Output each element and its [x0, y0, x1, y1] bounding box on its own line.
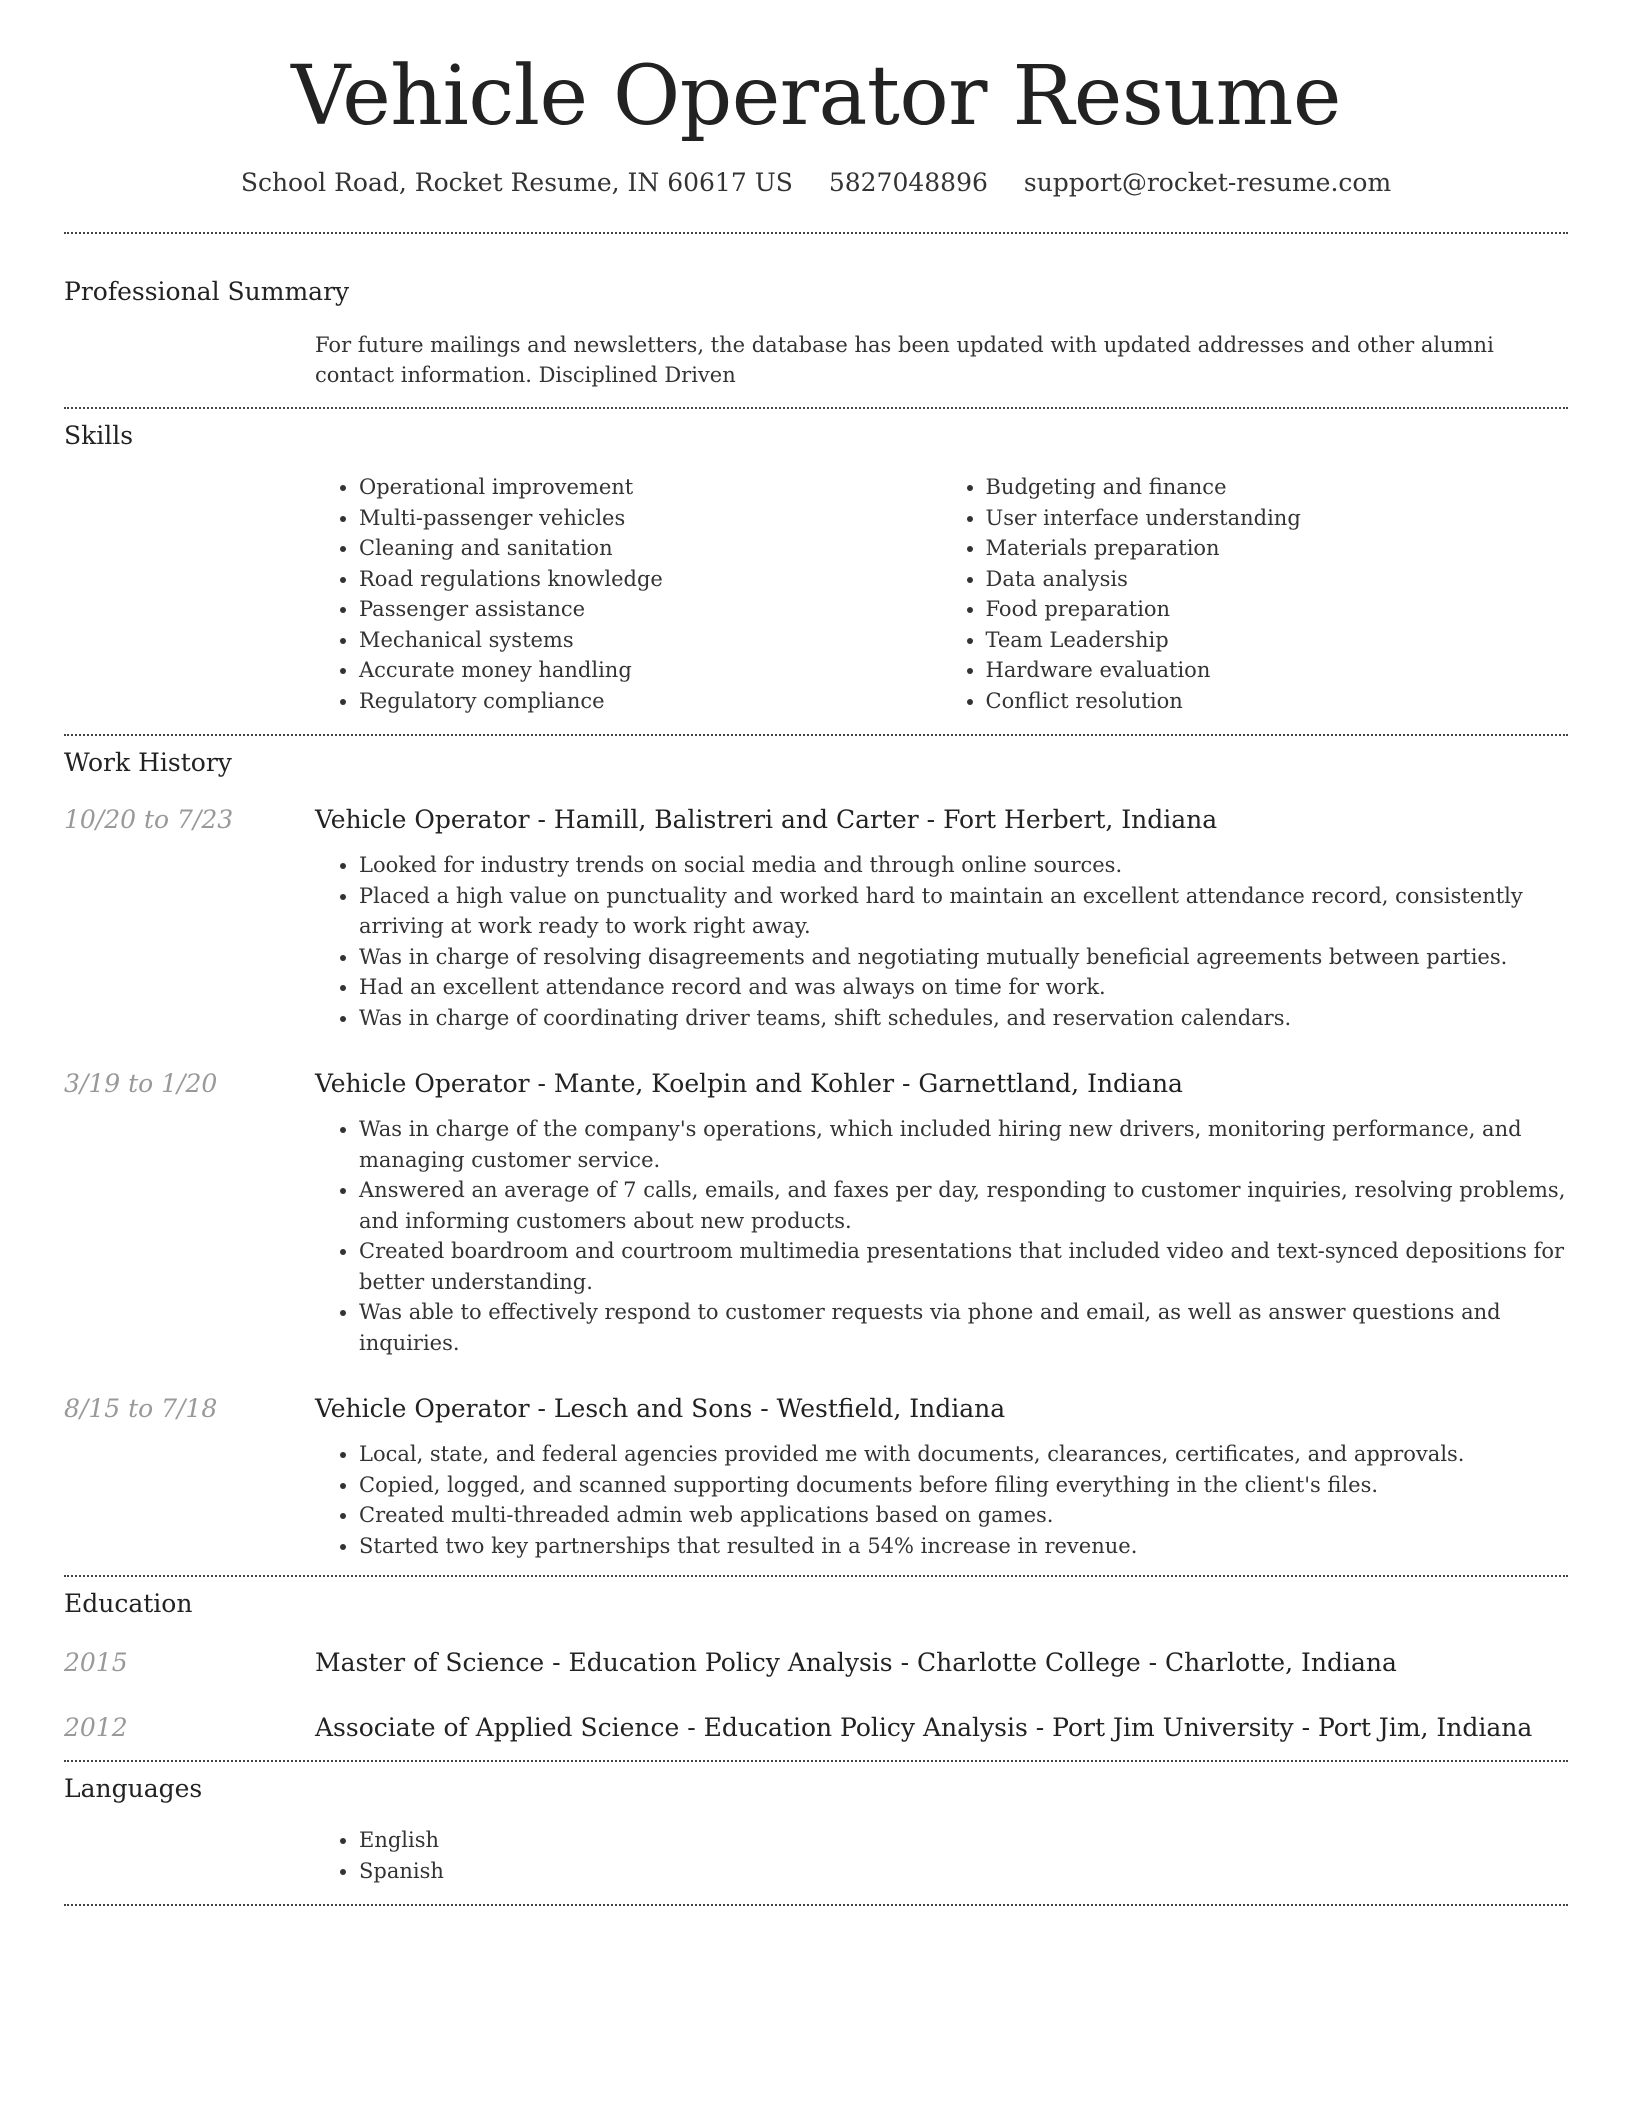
section-title-skills: Skills [64, 421, 134, 451]
contact-line [64, 168, 1568, 197]
job-bullet: • Answered an average of 7 calls, emails, and faxes per day, responding to customer inquiries, resolving problems, and informing customers about new products. [359, 1175, 1568, 1236]
section-title-work: Work History [64, 748, 232, 778]
skill-item: • Mechanical systems [359, 625, 942, 656]
job-bullets [315, 1439, 1568, 1561]
contact-address: School Road, Rocket Resume, IN 60617 US [240, 168, 793, 198]
job-bullet: • Copied, logged, and scanned supporting documents before filing everything in the client's files. [359, 1470, 1568, 1501]
job-bullet: • Local, state, and federal agencies provided me with documents, clearances, certificates, and approvals. [359, 1439, 1568, 1470]
job-bullet: • Created boardroom and courtroom multimedia presentations that included video and text-synced depositions for better understanding. [359, 1236, 1568, 1297]
skill-item: • Passenger assistance [359, 594, 942, 625]
education-detail: Associate of Applied Science - Education Policy Analysis - Port Jim University - Port Jim, Indiana [315, 1713, 1533, 1743]
job-bullet: • Was able to effectively respond to customer requests via phone and email, as well as answer questions and inquiries. [359, 1297, 1568, 1358]
skill-item: • Team Leadership [986, 625, 1569, 656]
resume-header [64, 0, 1568, 197]
language-item: • Spanish [359, 1856, 1568, 1887]
job-dates: 10/20 to 7/23 [64, 805, 234, 835]
education-year: 2015 [64, 1648, 128, 1678]
divider [64, 1760, 1568, 1762]
skill-item: • Data analysis [986, 564, 1569, 595]
job-title: Vehicle Operator - Hamill, Balistreri and Carter - Fort Herbert, Indiana [315, 805, 1218, 835]
job-bullet: • Was in charge of the company's operations, which included hiring new drivers, monitoring performance, and managing customer service. [359, 1114, 1568, 1175]
education-entry [64, 1648, 1568, 1677]
skill-item: • Regulatory compliance [359, 686, 942, 717]
skill-item: • Cleaning and sanitation [359, 533, 942, 564]
education-year: 2012 [64, 1713, 128, 1743]
skill-item: • Hardware evaluation [986, 655, 1569, 686]
skill-item: • Materials preparation [986, 533, 1569, 564]
job-title: Vehicle Operator - Mante, Koelpin and Kohler - Garnettland, Indiana [315, 1069, 1183, 1099]
language-item: • English [359, 1825, 1568, 1856]
divider [64, 1904, 1568, 1906]
skill-item: • Conflict resolution [986, 686, 1569, 717]
job-bullet: • Started two key partnerships that resulted in a 54% increase in revenue. [359, 1531, 1568, 1562]
job-bullet: • Was in charge of resolving disagreements and negotiating mutually beneficial agreements between parties. [359, 942, 1568, 973]
skills-column-right [942, 472, 1569, 716]
job-bullets [315, 1114, 1568, 1358]
divider [64, 407, 1568, 409]
skills-list [315, 472, 1568, 716]
skill-item: • Accurate money handling [359, 655, 942, 686]
job-header [64, 805, 1568, 834]
job-bullet: • Created multi-threaded admin web applications based on games. [359, 1500, 1568, 1531]
skill-item: • Food preparation [986, 594, 1569, 625]
job-header [64, 1394, 1568, 1423]
contact-phone: 5827048896 [828, 168, 988, 198]
skill-item: • Multi-passenger vehicles [359, 503, 942, 534]
resume-page [64, 0, 1568, 1906]
skill-item: • Road regulations knowledge [359, 564, 942, 595]
divider [64, 1575, 1568, 1577]
resume-title: Vehicle Operator Resume [291, 49, 1341, 144]
skill-item: • Operational improvement [359, 472, 942, 503]
job-header [64, 1069, 1568, 1098]
job-bullet: • Had an excellent attendance record and was always on time for work. [359, 972, 1568, 1003]
skills-column-left [315, 472, 942, 716]
languages-list [315, 1825, 1568, 1886]
education-detail: Master of Science - Education Policy Analysis - Charlotte College - Charlotte, Indiana [315, 1648, 1397, 1678]
section-title-languages: Languages [64, 1774, 203, 1804]
summary-text: For future mailings and newsletters, the database has been updated with updated addresses and other alumni contact information. Disciplined Driven [315, 333, 1494, 388]
divider [64, 734, 1568, 736]
job-dates: 3/19 to 1/20 [64, 1069, 218, 1099]
job-title: Vehicle Operator - Lesch and Sons - Westfield, Indiana [315, 1394, 1006, 1424]
job-dates: 8/15 to 7/18 [64, 1394, 218, 1424]
section-title-education: Education [64, 1589, 193, 1619]
job-bullet: • Placed a high value on punctuality and worked hard to maintain an excellent attendance record, consistently arriving at work ready to work right away. [359, 881, 1568, 942]
divider [64, 232, 1568, 234]
education-entry [64, 1713, 1568, 1742]
job-bullet: • Looked for industry trends on social media and through online sources. [359, 850, 1568, 881]
skill-item: • User interface understanding [986, 503, 1569, 534]
job-bullet: • Was in charge of coordinating driver teams, shift schedules, and reservation calendars. [359, 1003, 1568, 1034]
section-title-summary: Professional Summary [64, 277, 350, 307]
skill-item: • Budgeting and finance [986, 472, 1569, 503]
contact-email: support@rocket-resume.com [1023, 168, 1392, 198]
job-bullets [315, 850, 1568, 1033]
